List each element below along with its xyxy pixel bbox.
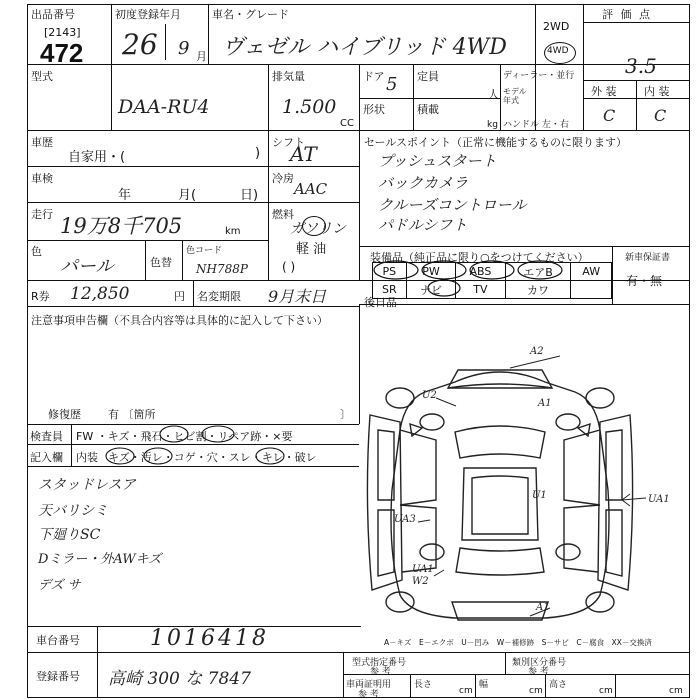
car-damage-diagram [360, 340, 690, 630]
length-unit: cm [459, 686, 473, 696]
shift-label: シフト [272, 136, 305, 149]
mark-left-door: UA3 [394, 514, 416, 525]
sales-point: クルーズコントロール [378, 196, 527, 214]
mileage-value: 19万8千705 [60, 214, 183, 238]
cert-label: 車両証明用 [346, 680, 392, 690]
handle-label: ハンドル 左・右 [503, 120, 569, 130]
type-cert-ref: 参 考 [370, 667, 391, 677]
interior-label: 内 装 [644, 85, 670, 98]
equip-tv: TV [456, 281, 505, 299]
mark-left-rear-2: W2 [412, 576, 429, 587]
name-change-deadline-label: 名変期限 [197, 290, 241, 303]
interior-record-items: キズ・汚レ・コゲ・穴・スレ・キレ・破レ [108, 451, 317, 464]
exterior-label: 外 装 [591, 85, 617, 98]
fuel-diesel: 軽 油 [296, 242, 327, 257]
capacity-label: 定員 [417, 70, 439, 83]
warranty-value: 有・無 [626, 274, 663, 288]
inspection-year: 年 [118, 188, 132, 203]
cc-unit: CC [340, 118, 354, 129]
history-value: 自家用・( [68, 150, 126, 165]
car-name-label: 車名・グレード [212, 8, 289, 21]
rating-label: 評 価 点 [602, 8, 652, 21]
cert-ref: 参 考 [358, 690, 379, 700]
doors-label: ドア [363, 70, 385, 83]
damage-legend: A－キズ E－エクボ U－凹み W－補修跡 S－サビ C－腐食 XX－交換済 [384, 638, 652, 647]
model-label: 型式 [31, 70, 53, 83]
name-change-deadline: 9月末日 [268, 287, 327, 306]
repair-history-value: 有 〔箇所 [108, 408, 156, 421]
load-label: 積載 [417, 103, 439, 116]
width-label: 幅 [479, 680, 489, 690]
class-label: 類別区分番号 [512, 658, 567, 668]
chassis-number: 1016418 [150, 626, 269, 651]
kg-unit: kg [487, 120, 498, 130]
inspector-circles [100, 424, 360, 468]
remark-line: 下廻りSC [38, 527, 101, 543]
equip-aw: AW [571, 263, 612, 281]
equipment-circles [372, 260, 612, 300]
inspection-day: 日) [240, 188, 259, 203]
mark-rear-bumper: A1 [536, 602, 550, 613]
fuel-gasoline: ガソリン [290, 221, 346, 237]
model-code: DAA-RU4 [118, 96, 210, 118]
sales-point: バックカメラ [378, 174, 469, 192]
mark-hood: A1 [538, 398, 552, 409]
model-year-label: モデル 年式 [503, 87, 527, 105]
shift-value: AT [290, 142, 317, 166]
class-ref: 参 考 [528, 667, 549, 677]
remark-line: 天バリシミ [38, 503, 108, 519]
recolor-label: 色替 [150, 256, 172, 269]
sales-points-label: セールスポイント（正常に機能するものに限ります） [364, 136, 628, 149]
recycle-label: R券 [31, 290, 50, 303]
color-label: 色 [31, 245, 42, 258]
ac-label: 冷房 [272, 172, 294, 185]
sales-point: プッシュスタート [378, 152, 497, 170]
registration-month: 9 [178, 38, 190, 59]
sales-point: パドルシフト [378, 216, 468, 234]
month-unit: 月 [196, 50, 207, 63]
interior-grade: C [654, 106, 667, 125]
equip-ps: PS [373, 263, 407, 281]
history-label: 車歴 [31, 136, 53, 149]
lot-number-label: 出品番号 [31, 8, 75, 21]
extra-unit: cm [669, 686, 683, 696]
height-unit: cm [599, 686, 613, 696]
mark-left-fender: U2 [422, 390, 437, 401]
interior-record-label: 内装 [76, 451, 98, 464]
mark-front-bumper: A2 [530, 346, 544, 357]
mark-left-rear: UA1 [412, 564, 434, 575]
equip-pw: PW [406, 263, 456, 281]
mileage-label: 走行 [31, 208, 53, 221]
color-code-label: 色コード [186, 246, 223, 256]
displacement-label: 排気量 [272, 70, 305, 83]
remark-line: スタッドレスア [38, 477, 136, 493]
km-unit: km [225, 226, 241, 237]
history-close: ) [255, 146, 261, 161]
notes-label: 注意事項申告欄（不具合内容等は具体的に記入して下さい） [31, 314, 328, 327]
mark-right-door: UA1 [648, 494, 670, 505]
first-registration-label: 初度登録年月 [115, 8, 181, 21]
lot-code: [2143] [44, 26, 81, 39]
rating-score: 3.5 [625, 54, 657, 78]
doors-value: 5 [386, 74, 398, 95]
capacity-unit: 人 [488, 88, 499, 101]
shape-label: 形状 [363, 103, 385, 116]
color-code: NH788P [196, 262, 248, 276]
equip-sr: SR [373, 281, 407, 299]
height-label: 高さ [549, 680, 568, 690]
equip-abs: ABS [456, 263, 505, 281]
color-value: パール [60, 256, 114, 277]
dealer-label: ディーラー・並行 [503, 71, 575, 81]
mark-roof: U1 [532, 490, 547, 501]
fuel-gasoline-circle [302, 216, 326, 236]
equipment-label: 装備品（純正品に限り○をつけてください） [370, 251, 589, 264]
record-label: 記入欄 [30, 451, 63, 464]
registration-number-label: 登録番号 [36, 670, 80, 683]
ac-value: AAC [294, 180, 328, 198]
repair-history-close: 〕 [340, 408, 351, 421]
exterior-grade: C [603, 106, 616, 125]
registration-year: 26 [122, 28, 158, 61]
car-name-grade: ヴェゼル ハイブリッド 4WD [222, 35, 507, 60]
chassis-number-label: 車台番号 [36, 634, 80, 647]
recycle-value: 12,850 [70, 284, 130, 304]
fuel-label: 燃料 [272, 208, 294, 221]
drive-2wd: 2WD [543, 20, 570, 33]
remark-line: デズ サ [38, 578, 81, 593]
displacement-value: 1.500 [282, 96, 337, 118]
equip-leather: カワ [505, 281, 571, 299]
type-cert-label: 型式指定番号 [352, 658, 407, 668]
new-warranty-label: 新車保証書 [625, 253, 671, 263]
inspection-month: 月( [178, 188, 197, 203]
lot-number: 472 [40, 38, 84, 68]
registration-number: 高崎 300 な 7847 [108, 669, 251, 689]
recycle-yen: 円 [174, 290, 185, 303]
length-label: 長さ [414, 680, 433, 690]
inspection-label: 車検 [31, 172, 53, 185]
width-unit: cm [529, 686, 543, 696]
equip-airbag: エアB [505, 263, 571, 281]
inspector-label: 検査員 [30, 430, 63, 443]
drive-4wd: 4WD [547, 46, 569, 56]
fuel-other: ( ) [282, 260, 296, 274]
equip-navi: ナビ [406, 281, 456, 299]
repair-history-label: 修復歴 [48, 408, 81, 421]
later-items-label: 後日品 [364, 296, 397, 309]
remark-line: Dミラー・外AWキズ [38, 552, 162, 567]
inspector-items: FW ・キズ・飛石・ヒビ割・リペア跡・×要 [76, 430, 293, 443]
